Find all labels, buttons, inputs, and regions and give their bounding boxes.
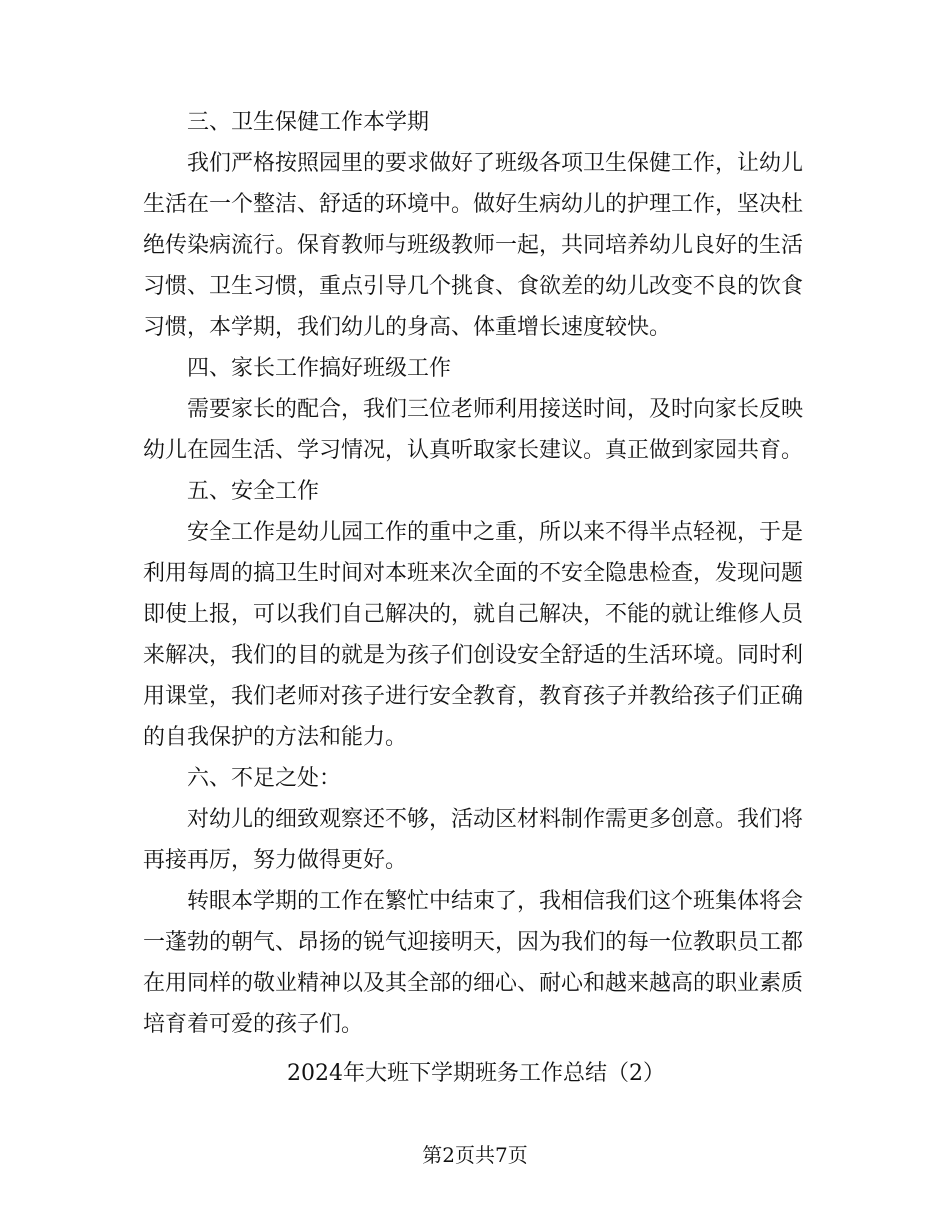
- paragraph-line: 利用每周的搞卫生时间对本班来次全面的不安全隐患检查，发现问题: [143, 561, 804, 586]
- paragraph-line: 转眼本学期的工作在繁忙中结束了，我相信我们这个班集体将会: [187, 889, 804, 914]
- section-heading-5: 五、安全工作: [187, 479, 320, 504]
- paragraph-line: 用课堂，我们老师对孩子进行安全教育，教育孩子并教给孩子们正确: [143, 684, 804, 709]
- paragraph-line: 幼儿在园生活、学习情况，认真听取家长建议。真正做到家园共育。: [143, 438, 804, 463]
- section-heading-6: 六、不足之处：: [187, 766, 342, 791]
- paragraph-line: 安全工作是幼儿园工作的重中之重，所以来不得半点轻视，于是: [187, 520, 804, 545]
- paragraph-line: 培育着可爱的孩子们。: [143, 1012, 364, 1037]
- paragraph-parents: [143, 389, 809, 471]
- document-title: 2024年大班下学期班务工作总结（2）: [287, 1061, 665, 1086]
- paragraph-line: 在用同样的敬业精神以及其全部的细心、耐心和越来越高的职业素质: [143, 971, 804, 996]
- paragraph-line: 的自我保护的方法和能力。: [143, 725, 408, 750]
- paragraph-line: 习惯、卫生习惯，重点引导几个挑食、食欲差的幼儿改变不良的饮食: [143, 274, 804, 299]
- paragraph-line: 需要家长的配合，我们三位老师利用接送时间，及时向家长反映: [187, 397, 804, 422]
- paragraph-hygiene: [143, 143, 809, 348]
- document-body: [143, 102, 809, 1094]
- paragraph-safety: [143, 512, 809, 758]
- page-number-footer: 第2页共7页: [422, 1143, 528, 1167]
- section-heading-4: 四、家长工作搞好班级工作: [187, 356, 452, 381]
- paragraph-conclusion: [143, 881, 809, 1045]
- section-heading-3: 三、卫生保健工作本学期: [187, 110, 430, 135]
- paragraph-line: 一蓬勃的朝气、昂扬的锐气迎接明天，因为我们的每一位教职员工都: [143, 930, 804, 955]
- paragraph-line: 我们严格按照园里的要求做好了班级各项卫生保健工作，让幼儿: [187, 151, 804, 176]
- paragraph-line: 即使上报，可以我们自己解决的，就自己解决，不能的就让维修人员: [143, 602, 804, 627]
- paragraph-line: 生活在一个整洁、舒适的环境中。做好生病幼儿的护理工作，坚决杜: [143, 192, 804, 217]
- paragraph-line: 绝传染病流行。保育教师与班级教师一起，共同培养幼儿良好的生活: [143, 233, 804, 258]
- paragraph-line: 再接再厉，努力做得更好。: [143, 848, 408, 873]
- paragraph-line: 习惯，本学期，我们幼儿的身高、体重增长速度较快。: [143, 315, 672, 340]
- paragraph-shortcomings: [143, 799, 809, 881]
- paragraph-line: 来解决，我们的目的就是为孩子们创设安全舒适的生活环境。同时利: [143, 643, 804, 668]
- paragraph-line: 对幼儿的细致观察还不够，活动区材料制作需更多创意。我们将: [187, 807, 804, 832]
